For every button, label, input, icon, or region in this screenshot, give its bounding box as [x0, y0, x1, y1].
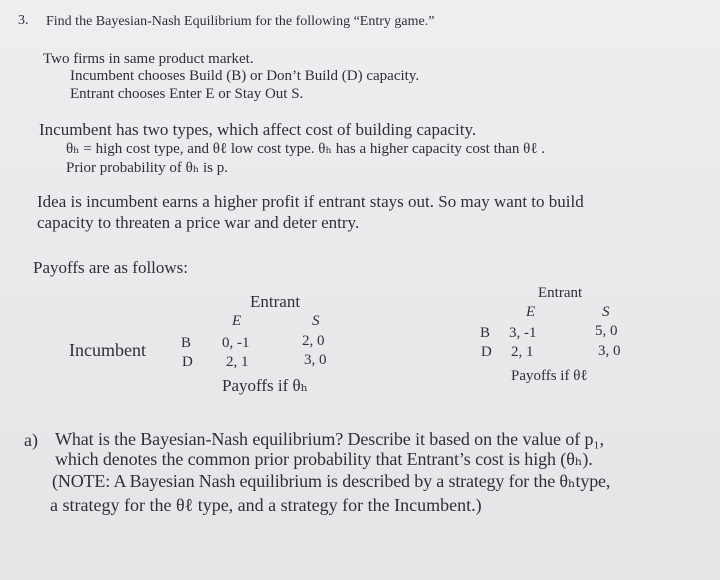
- right-matrix-col-header-s: S: [602, 304, 610, 320]
- right-matrix-entrant-label: Entrant: [538, 285, 583, 301]
- right-matrix-cell-d-e: 2, 1: [511, 344, 534, 360]
- types-line-1: Incumbent has two types, which affect cost of building capacity.: [39, 120, 477, 139]
- left-matrix-col-header-s: S: [312, 313, 320, 329]
- part-a-line-1: What is the Bayesian-Nash equilibrium? Describe it based on the value of p₁,: [55, 429, 605, 449]
- left-matrix-row-label-b: B: [181, 335, 192, 351]
- right-matrix-cell-d-s: 3, 0: [598, 343, 621, 359]
- right-matrix-row-label-b: B: [480, 325, 491, 341]
- left-matrix-row-label-d: D: [182, 354, 193, 370]
- types-line-2: θₕ = high cost type, and θℓ low cost type. θₕ has a higher capacity cost than θℓ .: [66, 141, 546, 157]
- right-matrix-cell-b-s: 5, 0: [595, 323, 618, 339]
- right-matrix-caption: Payoffs if θℓ: [511, 368, 588, 384]
- left-matrix-cell-d-s: 3, 0: [304, 352, 327, 368]
- right-matrix-cell-b-e: 3, -1: [509, 325, 537, 341]
- part-a-label: a): [24, 430, 38, 450]
- intro-line-1: Two firms in same product market.: [43, 51, 254, 67]
- payoffs-heading: Payoffs are as follows:: [33, 258, 189, 277]
- part-a-line-4: a strategy for the θℓ type, and a strategy for the Incumbent.): [50, 495, 482, 515]
- left-matrix-col-header-e: E: [232, 313, 242, 329]
- right-matrix-row-label-d: D: [481, 344, 492, 360]
- question-title: Find the Bayesian-Nash Equilibrium for the following “Entry game.”: [46, 14, 435, 29]
- part-a-line-3: (NOTE: A Bayesian Nash equilibrium is described by a strategy for the θₕtype,: [52, 471, 611, 491]
- intro-line-3: Entrant chooses Enter E or Stay Out S.: [70, 86, 304, 102]
- right-matrix-col-header-e: E: [526, 304, 536, 320]
- idea-line-2: capacity to threaten a price war and deter entry.: [37, 213, 360, 232]
- left-matrix-cell-b-e: 0, -1: [222, 335, 250, 351]
- left-matrix-entrant-label: Entrant: [250, 292, 301, 311]
- left-matrix-caption: Payoffs if θₕ: [222, 376, 309, 395]
- left-matrix-cell-b-s: 2, 0: [302, 333, 325, 349]
- left-matrix-cell-d-e: 2, 1: [226, 354, 249, 370]
- question-number: 3.: [18, 13, 29, 28]
- part-a-line-2: which denotes the common prior probability that Entrant’s cost is high (θₕ).: [55, 449, 593, 469]
- types-line-3: Prior probability of θₕ is p.: [66, 160, 228, 176]
- idea-line-1: Idea is incumbent earns a higher profit if entrant stays out. So may want to build: [37, 192, 584, 211]
- intro-line-2: Incumbent chooses Build (B) or Don’t Build (D) capacity.: [70, 68, 420, 84]
- incumbent-label: Incumbent: [69, 340, 146, 360]
